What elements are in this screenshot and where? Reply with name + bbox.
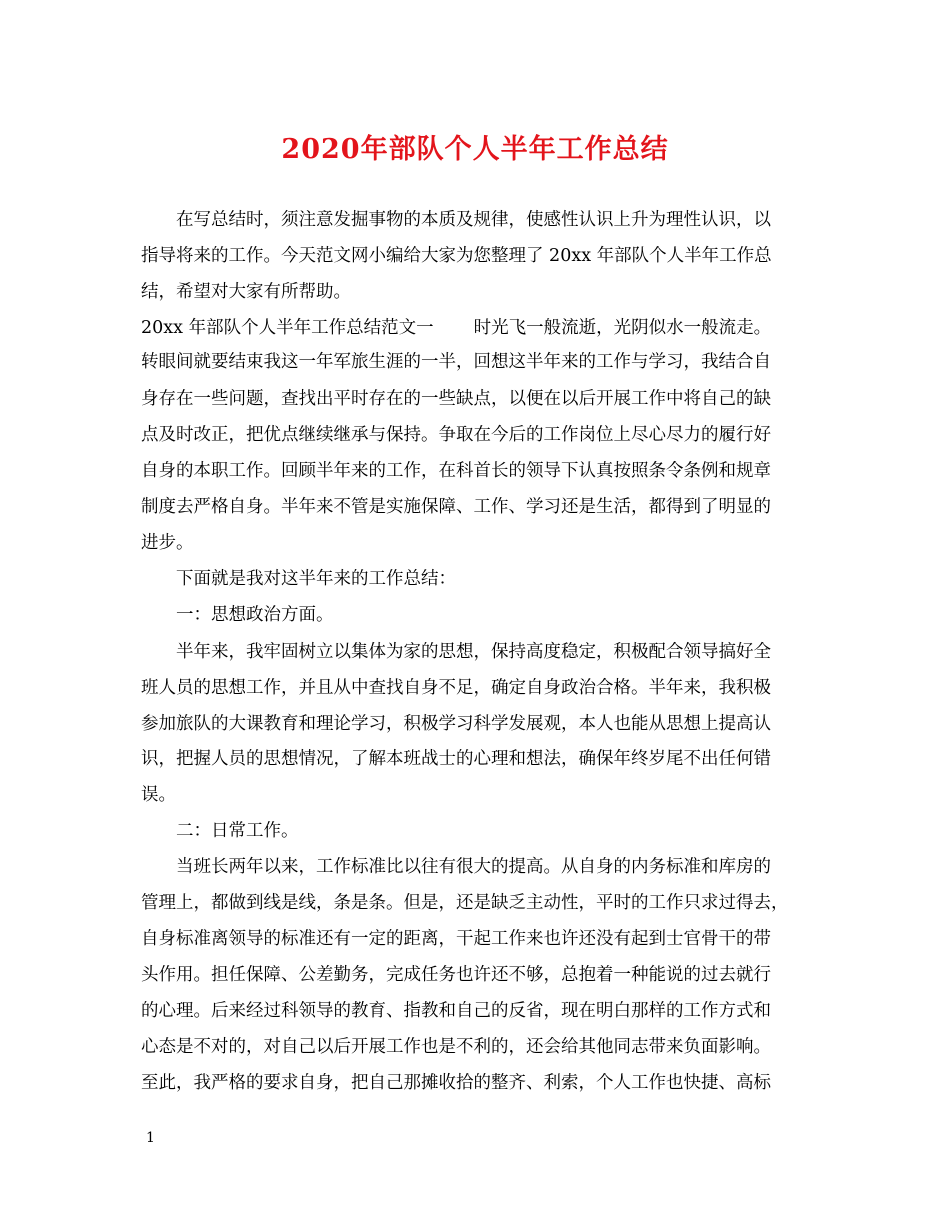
text-line: 班人员的思想工作，并且从中查找自身不足，确定自身政治合格。半年来，我积极 (141, 678, 771, 698)
text-line: 下面就是我对这半年来的工作总结： (141, 569, 456, 589)
text-line: 误。 (141, 785, 176, 805)
text-line: 至此，我严格的要求自身，把自己那摊收拾的整齐、利索，个人工作也快捷、高标 (141, 1073, 771, 1093)
text-line: 半年来，我牢固树立以集体为家的思想，保持高度稳定，积极配合领导搞好全 (141, 642, 771, 662)
text-line: 识，把握人员的思想情况，了解本班战士的心理和想法，确保年终岁尾不出任何错 (141, 749, 771, 769)
text-line: 一：思想政治方面。 (141, 605, 334, 625)
text-line: 自身标准离领导的标准还有一定的距离，干起工作来也许还没有起到士官骨干的带 (141, 929, 771, 949)
text-line: 点及时改正，把优点继续继承与保持。争取在今后的工作岗位上尽心尽力的履行好 (141, 425, 771, 445)
text-line: 在写总结时，须注意发掘事物的本质及规律，使感性认识上升为理性认识，以 (141, 210, 771, 230)
text-line-heading-row (141, 316, 771, 340)
text-line: 自身的本职工作。回顾半年来的工作，在科首长的领导下认真按照条令条例和规章 (141, 461, 771, 481)
text-line: 心态是不对的，对自己以后开展工作也是不利的，还会给其他同志带来负面影响。 (141, 1037, 771, 1057)
text-line: 指导将来的工作。今天范文网小编给大家为您整理了 20xx 年部队个人半年工作总 (141, 246, 772, 266)
text-line: 头作用。担任保障、公差勤务，完成任务也许还不够，总抱着一种能说的过去就行 (141, 965, 771, 985)
text-line: 结，希望对大家有所帮助。 (141, 282, 351, 302)
section-heading: 20xx 年部队个人半年工作总结范文一 (141, 318, 434, 338)
text-line: 当班长两年以来，工作标准比以往有很大的提高。从自身的内务标准和库房的 (141, 857, 771, 877)
text-line: 的心理。后来经过科领导的教育、指教和自己的反省，现在明白那样的工作方式和 (141, 1001, 771, 1021)
text-line: 二：日常工作。 (141, 821, 299, 841)
text-line: 参加旅队的大课教育和理论学习，积极学习科学发展观，本人也能从思想上提高认 (141, 714, 771, 734)
text-fragment: 时光飞一般流逝，光阴似水一般流走。 (473, 318, 772, 338)
text-line: 身存在一些问题，查找出平时存在的一些缺点，以便在以后开展工作中将自己的缺 (141, 389, 771, 409)
document-title: 2020年部队个人半年工作总结 (281, 134, 669, 165)
text-line: 进步。 (141, 533, 194, 553)
text-line: 制度去严格自身。半年来不管是实施保障、工作、学习还是生活，都得到了明显的 (141, 497, 771, 517)
text-line: 转眼间就要结束我这一年军旅生涯的一半，回想这半年来的工作与学习，我结合自 (141, 352, 771, 372)
page-number: 1 (146, 1130, 155, 1146)
text-line: 管理上，都做到线是线，条是条。但是，还是缺乏主动性，平时的工作只求过得去， (141, 893, 789, 913)
